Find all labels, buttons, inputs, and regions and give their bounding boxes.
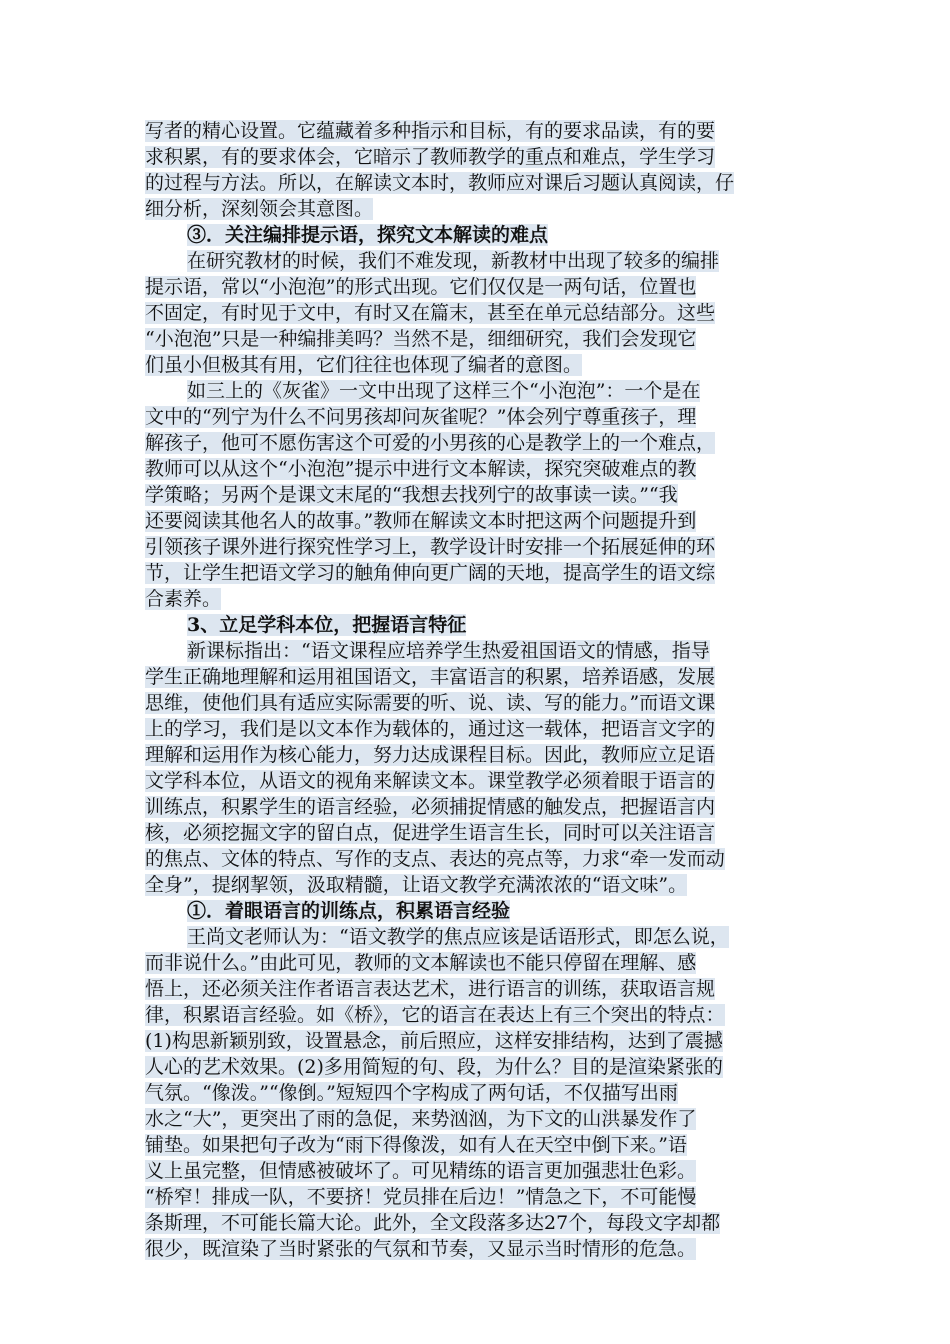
text-line: [145, 456, 825, 482]
text-line: [145, 560, 825, 586]
text-line: [145, 378, 825, 404]
text-line: [145, 300, 825, 326]
line-text: 解孩子，他可不愿伤害这个可爱的小男孩的心是教学上的一个难点，: [145, 432, 716, 454]
text-line: [145, 1210, 825, 1236]
line-text: 思维，使他们具有适应实际需要的听、说、读、写的能力。”而语文课: [145, 692, 716, 714]
line-text: 细分析，深刻领会其意图。: [145, 198, 374, 220]
line-text: 气氛。“像泼。”“像倒。”短短四个字构成了两句话，不仅描写出雨: [145, 1082, 678, 1104]
line-text: 如三上的《灰雀》一文中出现了这样三个“小泡泡”：一个是在: [187, 380, 701, 402]
text-line: [145, 976, 825, 1002]
line-text: 理解和运用作为核心能力，努力达成课程目标。因此，教师应立足语: [145, 744, 716, 766]
line-text: 训练点，积累学生的语言经验，必须捕捉情感的触发点，把握语言内: [145, 796, 716, 818]
text-line: [145, 326, 825, 352]
text-line: [145, 1132, 825, 1158]
line-text: 学生正确地理解和运用祖国语文，丰富语言的积累，培养语感，发展: [145, 666, 716, 688]
text-line: [145, 664, 825, 690]
section-heading-line: [145, 222, 825, 248]
line-text: 学策略；另两个是课文末尾的“我想去找列宁的故事读一读。”“我: [145, 484, 678, 506]
line-text: 3、立足学科本位，把握语言特征: [187, 614, 467, 636]
text-line: [145, 1158, 825, 1184]
text-line: [145, 768, 825, 794]
line-text: 们虽小但极其有用，它们往往也体现了编者的意图。: [145, 354, 583, 376]
line-text: 铺垫。如果把句子改为“雨下得像泼，如有人在天空中倒下来。”语: [145, 1134, 687, 1156]
line-text: 文中的“列宁为什么不问男孩却问灰雀呢？”体会列宁尊重孩子，理: [145, 406, 697, 428]
text-line: [145, 430, 825, 456]
text-line: [145, 482, 825, 508]
line-text: 全身”，提纲挈领，汲取精髓，让语文教学充满浓浓的“语文味”。: [145, 874, 688, 896]
text-line: [145, 794, 825, 820]
line-text: 核，必须挖掘文字的留白点，促进学生语言生长，同时可以关注语言: [145, 822, 716, 844]
line-text: ①．着眼语言的训练点，积累语言经验: [187, 900, 511, 922]
line-text: 的过程与方法。所以，在解读文本时，教师应对课后习题认真阅读，仔: [145, 172, 735, 194]
line-text: 上的学习，我们是以文本作为载体的，通过这一载体，把语言文字的: [145, 718, 716, 740]
text-line: [145, 352, 825, 378]
line-text: 王尚文老师认为：“语文教学的焦点应该是话语形式，即怎么说，: [187, 926, 729, 948]
section-heading-line: [145, 612, 825, 638]
text-line: [145, 404, 825, 430]
text-line: [145, 170, 825, 196]
line-text: (1)构思新颖别致，设置悬念，前后照应，这样安排结构，达到了震撼: [145, 1030, 723, 1052]
text-line: [145, 118, 825, 144]
line-text: 而非说什么。”由此可见，教师的文本解读也不能只停留在理解、感: [145, 952, 697, 974]
text-line: [145, 1184, 825, 1210]
line-text: 水之“大”，更突出了雨的急促，来势汹汹，为下文的山洪暴发作了: [145, 1108, 697, 1130]
text-line: [145, 1080, 825, 1106]
text-line: [145, 924, 825, 950]
line-text: 新课标指出：“语文课程应培养学生热爱祖国语文的情感，指导: [187, 640, 710, 662]
text-line: [145, 742, 825, 768]
text-line: [145, 820, 825, 846]
text-line: [145, 690, 825, 716]
text-line: [145, 586, 825, 612]
text-line: [145, 846, 825, 872]
line-text: 的焦点、文体的特点、写作的支点、表达的亮点等，力求“牵一发而动: [145, 848, 725, 870]
line-text: 很少，既渲染了当时紧张的气氛和节奏，又显示当时情形的危急。: [145, 1238, 697, 1260]
line-text: 教师可以从这个“小泡泡”提示中进行文本解读，探究突破难点的教: [145, 458, 697, 480]
line-text: 提示语，常以“小泡泡”的形式出现。它们仅仅是一两句话，位置也: [145, 276, 697, 298]
text-line: [145, 1106, 825, 1132]
line-text: 律，积累语言经验。如《桥》，它的语言在表达上有三个突出的特点：: [145, 1004, 725, 1026]
line-text: 文学科本位，从语文的视角来解读文本。课堂教学必须着眼于语言的: [145, 770, 716, 792]
text-line: [145, 248, 825, 274]
text-line: [145, 534, 825, 560]
line-text: 在研究教材的时候，我们不难发现，新教材中出现了较多的编排: [187, 250, 720, 272]
line-text: “桥窄！排成一队，不要挤！党员排在后边！”情急之下，不可能慢: [145, 1186, 697, 1208]
line-text: 合素养。: [145, 588, 222, 610]
text-line: [145, 950, 825, 976]
text-line: [145, 508, 825, 534]
text-line: [145, 1054, 825, 1080]
line-text: 节，让学生把语文学习的触角伸向更广阔的天地，提高学生的语文综: [145, 562, 716, 584]
text-line: [145, 1002, 825, 1028]
line-text: 写者的精心设置。它蕴藏着多种指示和目标，有的要求品读，有的要: [145, 120, 716, 142]
text-line: [145, 196, 825, 222]
text-line: [145, 716, 825, 742]
line-text: 条斯理，不可能长篇大论。此外，全文段落多达27个，每段文字却都: [145, 1212, 721, 1234]
text-line: [145, 274, 825, 300]
text-line: [145, 872, 825, 898]
line-text: 义上虽完整，但情感被破坏了。可见精练的语言更加强悲壮色彩。: [145, 1160, 697, 1182]
text-line: [145, 638, 825, 664]
line-text: 悟上，还必须关注作者语言表达艺术，进行语言的训练，获取语言规: [145, 978, 716, 1000]
line-text: 引领孩子课外进行探究性学习上，教学设计时安排一个拓展延伸的环: [145, 536, 716, 558]
line-text: ③．关注编排提示语，探究文本解读的难点: [187, 224, 549, 246]
text-line: [145, 1236, 825, 1262]
line-text: 不固定，有时见于文中，有时又在篇末，甚至在单元总结部分。这些: [145, 302, 716, 324]
line-text: 还要阅读其他名人的故事。”教师在解读文本时把这两个问题提升到: [145, 510, 697, 532]
text-line: [145, 1028, 825, 1054]
line-text: 求积累，有的要求体会，它暗示了教师教学的重点和难点，学生学习: [145, 146, 716, 168]
document-page: [145, 118, 825, 1262]
line-text: “小泡泡”只是一种编排美吗？当然不是，细细研究，我们会发现它: [145, 328, 697, 350]
section-heading-line: [145, 898, 825, 924]
line-text: 人心的艺术效果。(2)多用简短的句、段，为什么？目的是渲染紧张的: [145, 1056, 723, 1078]
text-line: [145, 144, 825, 170]
